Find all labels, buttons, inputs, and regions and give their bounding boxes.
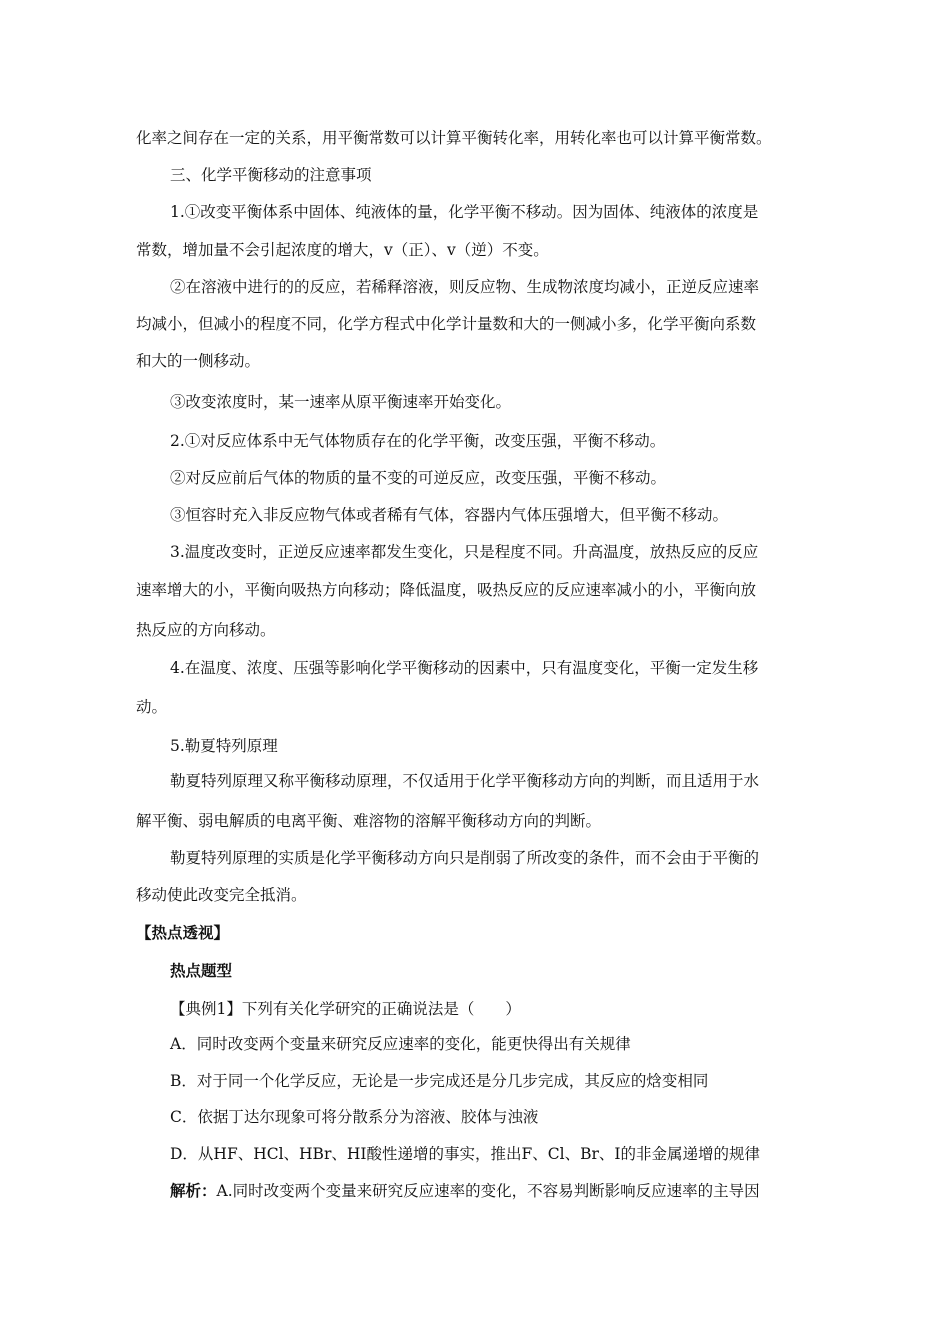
analysis-label: 解析：: [170, 1182, 217, 1200]
text-line: ②对反应前后气体的物质的量不变的可逆反应，改变压强，平衡不移动。: [170, 469, 667, 487]
text-line: 勒夏特列原理的实质是化学平衡移动方向只是削弱了所改变的条件，而不会由于平衡的: [170, 849, 760, 867]
text-line: 1.①改变平衡体系中固体、纯液体的量，化学平衡不移动。因为固体、纯液体的浓度是: [170, 203, 759, 221]
analysis-text: A.同时改变两个变量来研究反应速率的变化，不容易判断影响反应速率的主导因: [216, 1182, 760, 1200]
text-line: 移动使此改变完全抵消。: [136, 886, 307, 904]
option-a: A．同时改变两个变量来研究反应速率的变化，能更快得出有关规律: [170, 1035, 631, 1053]
text-line: 勒夏特列原理又称平衡移动原理，不仅适用于化学平衡移动方向的判断，而且适用于水: [170, 772, 760, 790]
text-line: 4.在温度、浓度、压强等影响化学平衡移动的因素中，只有温度变化，平衡一定发生移: [170, 659, 759, 677]
subsection-heading: 热点题型: [170, 962, 233, 980]
text-line: 热反应的方向移动。: [136, 621, 276, 639]
text-line: 2.①对反应体系中无气体物质存在的化学平衡，改变压强，平衡不移动。: [170, 432, 666, 450]
text-line: 3.温度改变时，正逆反应速率都发生变化，只是程度不同。升高温度，放热反应的反应: [170, 543, 759, 561]
text-line: 化率之间存在一定的关系，用平衡常数可以计算平衡转化率，用转化率也可以计算平衡常数。: [136, 129, 772, 147]
text-line: ③改变浓度时，某一速率从原平衡速率开始变化。: [170, 393, 512, 411]
text-line: 速率增大的小，平衡向吸热方向移动；降低温度，吸热反应的反应速率减小的小，平衡向放: [136, 581, 757, 599]
text-line: 均减小，但减小的程度不同，化学方程式中化学计量数和大的一侧减小多，化学平衡向系数: [136, 315, 757, 333]
option-d: D．从HF、HCl、HBr、HI酸性递增的事实，推出F、Cl、Br、I的非金属递增的规律: [170, 1145, 760, 1163]
option-c: C．依据丁达尔现象可将分散系分为溶液、胶体与浊液: [170, 1108, 539, 1126]
option-b: B．对于同一个化学反应，无论是一步完成还是分几步完成，其反应的焓变相同: [170, 1072, 709, 1090]
text-line: 常数，增加量不会引起浓度的增大，v（正）、v（逆）不变。: [136, 241, 549, 259]
section-heading: 三、化学平衡移动的注意事项: [170, 166, 372, 184]
section-heading: 【热点透视】: [136, 924, 230, 942]
text-line: ②在溶液中进行的的反应，若稀释溶液，则反应物、生成物浓度均减小，正逆反应速率: [170, 278, 760, 296]
text-line: 和大的一侧移动。: [136, 352, 261, 370]
text-line: 5.勒夏特列原理: [170, 737, 278, 755]
text-line: ③恒容时充入非反应物气体或者稀有气体，容器内气体压强增大，但平衡不移动。: [170, 506, 729, 524]
question-stem: 【典例1】下列有关化学研究的正确说法是（ ）: [170, 1000, 521, 1018]
analysis-line: [0, 1181, 950, 1201]
text-line: 动。: [136, 698, 168, 716]
text-line: 解平衡、弱电解质的电离平衡、难溶物的溶解平衡移动方向的判断。: [136, 812, 602, 830]
